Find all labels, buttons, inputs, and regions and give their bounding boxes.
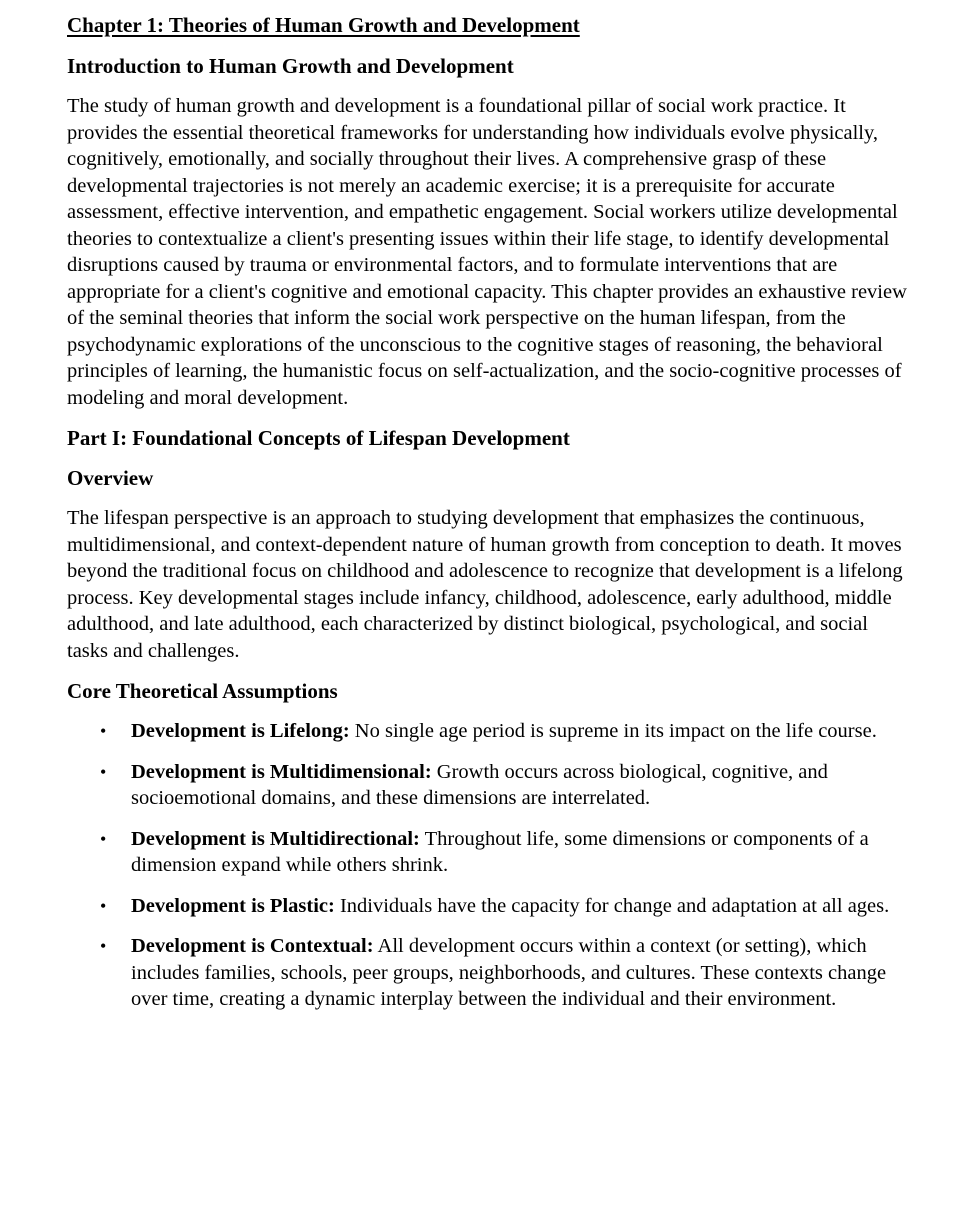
- bullet-icon: •: [100, 936, 107, 956]
- assumption-text: Throughout life, some dimensions or components of a dimension expand while others shrink.: [131, 827, 869, 876]
- chapter-title: Chapter 1: Theories of Human Growth and Development: [67, 13, 580, 37]
- bullet-icon: •: [100, 895, 107, 916]
- assumption-term: Development is Contextual:: [131, 935, 374, 957]
- bullet-icon: •: [100, 828, 107, 849]
- list-item: [100, 826, 907, 879]
- assumption-term: Development is Plastic:: [131, 894, 335, 917]
- bullet-icon: •: [100, 721, 107, 741]
- overview-heading: Overview: [67, 466, 154, 490]
- assumption-term: Development is Multidirectional:: [131, 827, 420, 850]
- assumptions-heading: Core Theoretical Assumptions: [67, 679, 338, 703]
- assumption-text: No single age period is supreme in its impact on the life course.: [349, 720, 877, 742]
- assumption-text: All development occurs within a context (or setting), which includes families, schools, peer groups, neighborhoods, and cultures. These contexts change over time, creating a dynamic interplay between the individual and their environment.: [131, 935, 887, 1010]
- intro-heading: Introduction to Human Growth and Development: [67, 54, 514, 78]
- list-item: [100, 893, 907, 920]
- bullet-icon: •: [100, 761, 107, 782]
- assumption-text: Individuals have the capacity for change and adaptation at all ages.: [334, 894, 890, 917]
- overview-paragraph: The lifespan perspective is an approach to studying development that emphasizes the continuous, multidimensional, and context-dependent nature of human growth from conception to death. It moves beyond the traditional focus on childhood and adolescence to recognize that development is a lifelong process. Key developmental stages include infancy, childhood, adolescence, early adulthood, middle adulthood, and late adulthood, each characterized by distinct biological, psychological, and social tasks and challenges.: [67, 507, 903, 662]
- part1-heading: Part I: Foundational Concepts of Lifespan Development: [67, 426, 570, 450]
- intro-paragraph: The study of human growth and development is a foundational pillar of social work practice. It provides the essential theoretical frameworks for understanding how individuals evolve physically, cognitively, emotionally, and socially throughout their lives. A comprehensive grasp of these developmental trajectories is not merely an academic exercise; it is a prerequisite for accurate assessment, effective intervention, and empathetic engagement. Social workers utilize developmental theories to contextualize a client's presenting issues within their life stage, to identify developmental disruptions caused by trauma or environmental factors, and to formulate interventions that are appropriate for a client's cognitive and emotional capacity. This chapter provides an exhaustive review of the seminal theories that inform the social work perspective on the human lifespan, from the psychodynamic explorations of the unconscious to the cognitive stages of reasoning, the behavioral principles of learning, the humanistic focus on self-actualization, and the socio-cognitive processes of modeling and moral development.: [67, 95, 907, 409]
- list-item: [100, 933, 907, 1013]
- assumptions-list: [67, 718, 907, 1013]
- assumption-term: Development is Lifelong:: [131, 720, 350, 742]
- list-item: [100, 759, 907, 812]
- assumption-term: Development is Multidimensional:: [131, 760, 432, 783]
- assumption-text: Growth occurs across biological, cognitive, and socioemotional domains, and these dimensions are interrelated.: [131, 760, 828, 809]
- list-item: [100, 718, 907, 745]
